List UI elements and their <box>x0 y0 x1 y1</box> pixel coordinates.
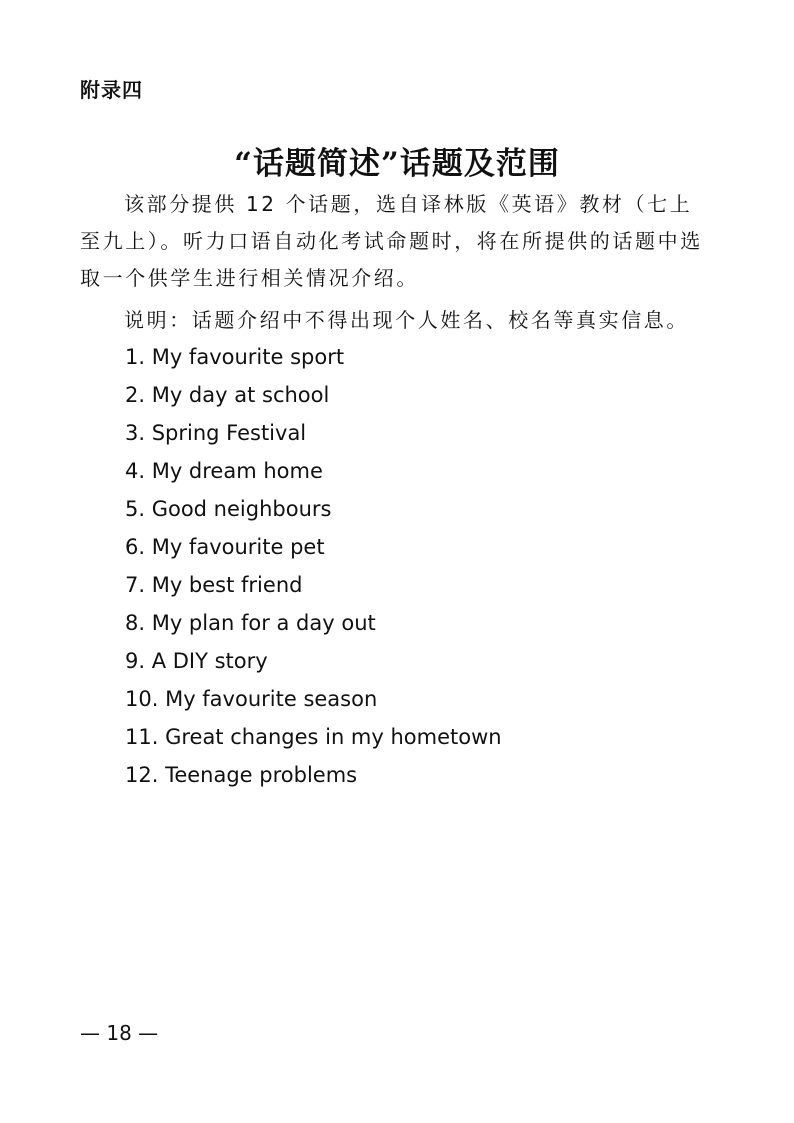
topic-list <box>125 338 502 794</box>
topic-item: 11. Great changes in my hometown <box>125 725 502 749</box>
topic-item: 12. Teenage problems <box>125 763 358 787</box>
topic-item: 1. My favourite sport <box>125 345 345 369</box>
topic-item: 3. Spring Festival <box>125 421 307 445</box>
appendix-label: 附录四 <box>80 78 143 102</box>
topic-item: 10. My favourite season <box>125 687 378 711</box>
topic-item: 8. My plan for a day out <box>125 611 376 635</box>
topic-item: 4. My dream home <box>125 459 323 483</box>
topic-item: 9. A DIY story <box>125 649 268 673</box>
topic-item: 5. Good neighbours <box>125 497 332 521</box>
topic-item: 7. My best friend <box>125 573 303 597</box>
page-number: — 18 — <box>80 1021 159 1045</box>
intro-paragraph: 该部分提供 12 个话题，选自译林版《英语》教材（七上至九上）。听力口语自动化考试命题时，将在所提供的话题中选取一个供学生进行相关情况介绍。 <box>80 192 703 290</box>
topic-item: 6. My favourite pet <box>125 535 325 559</box>
topic-item: 2. My day at school <box>125 383 330 407</box>
page-title: “话题简述”话题及范围 <box>234 146 560 182</box>
note-paragraph: 说明：话题介绍中不得出现个人姓名、校名等真实信息。 <box>124 308 689 332</box>
